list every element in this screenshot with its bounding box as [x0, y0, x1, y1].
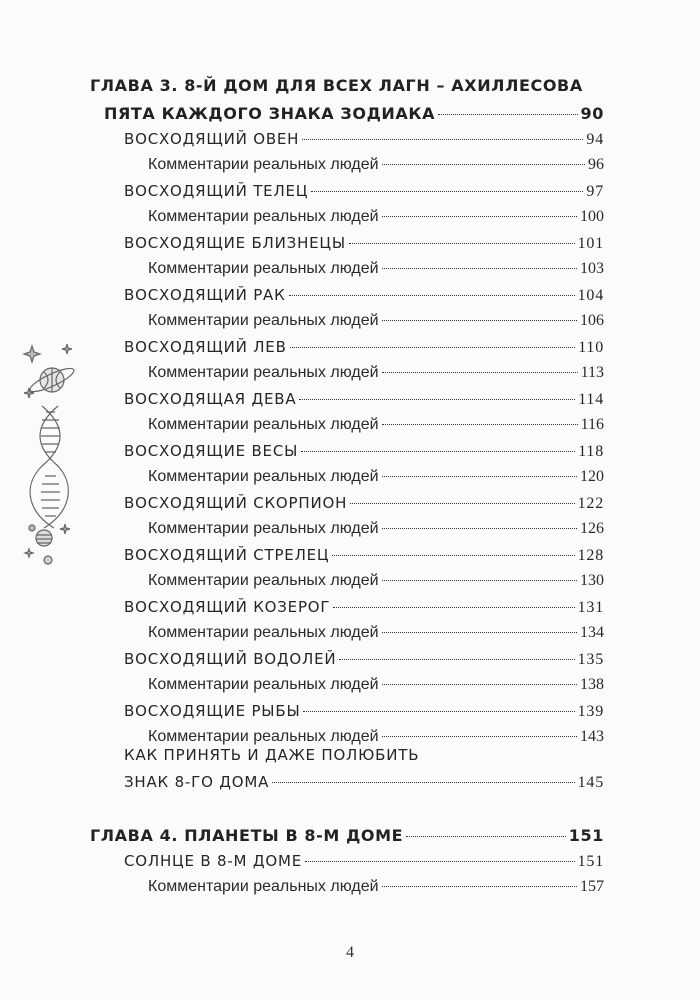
leader-dots — [272, 782, 574, 783]
leader-dots — [289, 295, 575, 296]
toc-entry-page: 139 — [577, 703, 604, 720]
toc-entry-page: 97 — [586, 183, 604, 200]
toc-subentry-label: Комментарии реальных людей — [148, 572, 379, 589]
toc-entry-label: ВОСХОДЯЩИЙ КОЗЕРОГ — [124, 598, 331, 616]
toc-subentry-label: Комментарии реальных людей — [148, 676, 379, 693]
leader-dots — [438, 114, 577, 115]
planet-dna-ornament-icon — [22, 342, 78, 572]
toc-subentry-page: 113 — [580, 364, 604, 381]
toc-subentry-label: Комментарии реальных людей — [148, 624, 379, 641]
leader-dots — [382, 528, 577, 529]
leader-dots — [290, 347, 576, 348]
leader-dots — [350, 503, 574, 504]
chapter-3-title-line1: ГЛАВА 3. 8-Й ДОМ ДЛЯ ВСЕХ ЛАГН – АХИЛЛЕСОВА — [90, 76, 583, 95]
leader-dots — [301, 451, 575, 452]
toc-subentry-label: Комментарии реальных людей — [148, 878, 379, 895]
toc-subentry-label: Комментарии реальных людей — [148, 364, 379, 381]
toc-subentry-label: Комментарии реальных людей — [148, 156, 379, 173]
toc-subentry-page: 157 — [580, 878, 604, 895]
leader-dots — [311, 191, 583, 192]
leader-dots — [333, 607, 574, 608]
leader-dots — [382, 372, 578, 373]
toc-subentry-page: 116 — [580, 416, 604, 433]
toc-entry-page: 131 — [577, 599, 604, 616]
toc-subentry-label: Комментарии реальных людей — [148, 520, 379, 537]
toc-entry-label: ВОСХОДЯЩИЙ ЛЕВ — [124, 338, 287, 356]
closing-section-page: 145 — [577, 774, 604, 791]
toc-entry-label: ВОСХОДЯЩИЙ ВОДОЛЕЙ — [124, 650, 337, 668]
toc-entry-label: ВОСХОДЯЩИЕ БЛИЗНЕЦЫ — [124, 234, 346, 252]
leader-dots — [349, 243, 575, 244]
leader-dots — [382, 684, 577, 685]
toc-entry-page: 122 — [577, 495, 604, 512]
toc-subentry — [148, 728, 604, 746]
toc-entry-page: 151 — [577, 853, 604, 870]
toc-entry — [124, 598, 604, 617]
chapter-4-title — [90, 826, 604, 845]
chapter-4-title-text: ГЛАВА 4. ПЛАНЕТЫ В 8-М ДОМЕ — [90, 826, 404, 845]
toc-subentry-page: 134 — [580, 624, 604, 641]
toc-entry — [124, 182, 604, 201]
toc-entry-page: 128 — [577, 547, 604, 564]
toc-subentry — [148, 156, 604, 174]
closing-section — [124, 773, 604, 792]
toc-subentry-label: Комментарии реальных людей — [148, 312, 379, 329]
toc-subentry-label: Комментарии реальных людей — [148, 728, 379, 745]
toc-entry-page: 118 — [578, 443, 604, 460]
toc-entry — [124, 234, 604, 253]
toc-entry — [124, 852, 604, 871]
leader-dots — [406, 836, 566, 837]
toc-entry — [124, 702, 604, 721]
toc-entry-label: ВОСХОДЯЩИЙ РАК — [124, 286, 286, 304]
toc-entry-label: ВОСХОДЯЩИЕ ВЕСЫ — [124, 442, 299, 460]
page-number: 4 — [346, 944, 354, 961]
toc-subentry — [148, 260, 604, 278]
toc-entry-label: ВОСХОДЯЩАЯ ДЕВА — [124, 390, 297, 408]
chapter-3-title — [104, 104, 604, 123]
toc-entry-page: 110 — [578, 339, 604, 356]
leader-dots — [339, 659, 574, 660]
toc-entry — [124, 442, 604, 461]
toc-entry-page: 101 — [577, 235, 604, 252]
leader-dots — [382, 580, 577, 581]
toc-entry-page: 94 — [586, 131, 604, 148]
toc-subentry — [148, 416, 604, 434]
toc-entry-label: ВОСХОДЯЩИЕ РЫБЫ — [124, 702, 301, 720]
leader-dots — [382, 632, 577, 633]
leader-dots — [382, 886, 577, 887]
toc-subentry — [148, 208, 604, 226]
leader-dots — [382, 424, 578, 425]
toc-entry — [124, 286, 604, 305]
leader-dots — [305, 861, 575, 862]
leader-dots — [382, 216, 577, 217]
toc-subentry-page: 100 — [580, 208, 604, 225]
toc-entry — [124, 546, 604, 565]
toc-subentry-page: 120 — [580, 468, 604, 485]
toc-subentry — [148, 364, 604, 382]
leader-dots — [382, 268, 577, 269]
toc-entry-label: ВОСХОДЯЩИЙ СТРЕЛЕЦ — [124, 546, 330, 564]
toc-entry-page: 104 — [577, 287, 604, 304]
toc-subentry-page: 138 — [580, 676, 604, 693]
toc-entry-label: ВОСХОДЯЩИЙ ОВЕН — [124, 130, 300, 148]
closing-section-line1: КАК ПРИНЯТЬ И ДАЖЕ ПОЛЮБИТЬ — [124, 746, 420, 764]
leader-dots — [382, 736, 577, 737]
chapter-3-page: 90 — [580, 104, 604, 123]
toc-subentry-page: 96 — [588, 156, 604, 173]
toc-entry — [124, 390, 604, 409]
chapter-3-title-line2: ПЯТА КАЖДОГО ЗНАКА ЗОДИАКА — [104, 104, 436, 123]
leader-dots — [382, 476, 577, 477]
toc-subentry — [148, 572, 604, 590]
toc-entry — [124, 130, 604, 149]
toc-subentry-page: 103 — [580, 260, 604, 277]
toc-entry — [124, 494, 604, 513]
toc-entry — [124, 338, 604, 357]
toc-subentry-page: 143 — [580, 728, 604, 745]
toc-subentry — [148, 468, 604, 486]
toc-entry-label: ВОСХОДЯЩИЙ ТЕЛЕЦ — [124, 182, 309, 200]
leader-dots — [299, 399, 575, 400]
leader-dots — [302, 139, 583, 140]
toc-subentry-page: 106 — [580, 312, 604, 329]
toc-subentry — [148, 312, 604, 330]
toc-entry-label: ВОСХОДЯЩИЙ СКОРПИОН — [124, 494, 348, 512]
toc-subentry-label: Комментарии реальных людей — [148, 468, 379, 485]
leader-dots — [382, 164, 585, 165]
toc-entry — [124, 650, 604, 669]
toc-subentry-label: Комментарии реальных людей — [148, 416, 379, 433]
toc-subentry-label: Комментарии реальных людей — [148, 260, 379, 277]
toc-subentry — [148, 624, 604, 642]
leader-dots — [303, 711, 574, 712]
toc-entry-label: СОЛНЦЕ В 8-М ДОМЕ — [124, 852, 302, 870]
toc-subentry — [148, 878, 604, 896]
toc-entry-page: 135 — [577, 651, 604, 668]
toc-subentry-page: 126 — [580, 520, 604, 537]
chapter-4-page: 151 — [568, 826, 604, 845]
leader-dots — [382, 320, 577, 321]
toc-entry-page: 114 — [578, 391, 604, 408]
toc-subentry — [148, 676, 604, 694]
toc-subentry-page: 130 — [580, 572, 604, 589]
toc-subentry-label: Комментарии реальных людей — [148, 208, 379, 225]
toc-subentry — [148, 520, 604, 538]
leader-dots — [332, 555, 574, 556]
closing-section-line2: ЗНАК 8-ГО ДОМА — [124, 773, 270, 791]
